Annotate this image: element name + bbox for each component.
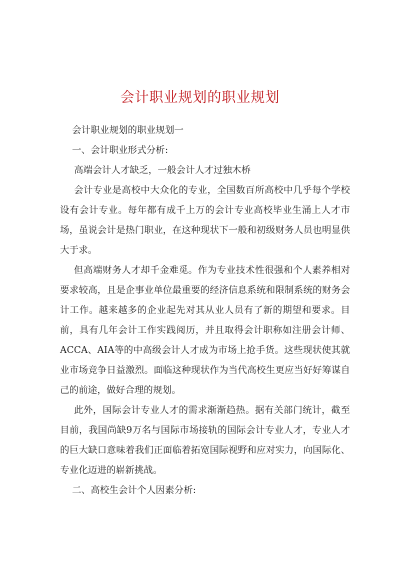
section-heading: 一、会计职业形式分析: xyxy=(72,145,169,156)
document-title: 会计职业规划的职业规划 xyxy=(120,90,280,106)
paragraph: 此外，国际会计专业人才的需求渐渐趋热。据有关部门统计，截至目前，我国尚缺9万名与国际市场接轨的国际会计专业人才，专业人才的巨大缺口意味着我们正面临着拓宽国际视野和应对实力，向国际化、专业化迈进的崭新挑战。 xyxy=(60,405,350,476)
subheading: 高端会计人才缺乏，一般会计人才过独木桥 xyxy=(74,165,251,176)
section-heading: 二、高校生会计个人因素分析: xyxy=(72,485,196,496)
paragraph: 但高端财务人才却千金难觅。作为专业技术性很强和个人素养相对要求较高，且是企事业单位最重要的经济信息系统和限制系统的财务会计工作。越来越多的企业起先对其从业人员有了新的期望和要求。目前，具有几年会计工作实践阅历，并且取得会计职称如注册会计师、ACCA、AIA等的中高级会计人才成为市场上抢手货。这些现状使其就业市场竞争日益激烈。面临这种现状作为当代高校生更应当好好筹谋自己的前途，做好合理的规划。 xyxy=(60,265,350,396)
document-body xyxy=(60,121,350,501)
section-heading: 会计职业规划的职业规划一 xyxy=(72,125,184,136)
paragraph: 会计专业是高校中大众化的专业，全国数百所高校中几乎每个学校设有会计专业。每年都有成千上万的会计专业高校毕业生涌上人才市场，虽说会计是热门职业，在这种现状下一般和初级财务人员也明显供大于求。 xyxy=(60,185,350,256)
